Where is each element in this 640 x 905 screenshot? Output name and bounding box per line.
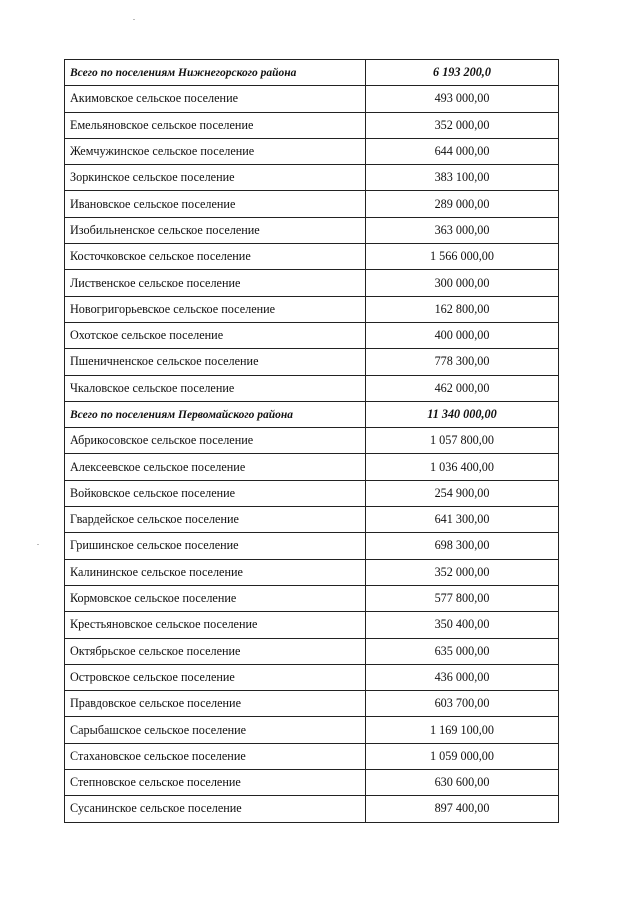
settlement-row bbox=[65, 375, 559, 401]
settlement-row bbox=[65, 612, 559, 638]
settlement-row bbox=[65, 217, 559, 243]
settlement-amount: 300 000,00 bbox=[366, 270, 559, 296]
settlement-amount: 352 000,00 bbox=[366, 559, 559, 585]
settlement-amount: 698 300,00 bbox=[366, 533, 559, 559]
district-total-row bbox=[65, 60, 559, 86]
settlement-amount: 363 000,00 bbox=[366, 217, 559, 243]
settlement-name: Островское сельское поселение bbox=[65, 664, 366, 690]
settlement-name: Сусанинское сельское поселение bbox=[65, 796, 366, 822]
scan-speck bbox=[133, 19, 135, 20]
settlement-row bbox=[65, 796, 559, 822]
settlement-amount: 352 000,00 bbox=[366, 112, 559, 138]
settlement-name: Зоркинское сельское поселение bbox=[65, 165, 366, 191]
settlement-amount: 383 100,00 bbox=[366, 165, 559, 191]
settlement-amount: 162 800,00 bbox=[366, 296, 559, 322]
settlement-amount: 630 600,00 bbox=[366, 770, 559, 796]
settlement-row bbox=[65, 664, 559, 690]
settlement-row bbox=[65, 507, 559, 533]
settlement-row bbox=[65, 717, 559, 743]
settlement-amount: 577 800,00 bbox=[366, 585, 559, 611]
settlement-amount: 350 400,00 bbox=[366, 612, 559, 638]
settlement-amount: 1 036 400,00 bbox=[366, 454, 559, 480]
district-total-amount: 11 340 000,00 bbox=[366, 401, 559, 427]
settlement-amount: 641 300,00 bbox=[366, 507, 559, 533]
settlement-row bbox=[65, 691, 559, 717]
settlement-name: Акимовское сельское поселение bbox=[65, 86, 366, 112]
district-total-row bbox=[65, 401, 559, 427]
settlement-row bbox=[65, 296, 559, 322]
settlement-row bbox=[65, 112, 559, 138]
settlement-name: Алексеевское сельское поселение bbox=[65, 454, 366, 480]
settlements-table-body bbox=[65, 60, 559, 823]
settlement-row bbox=[65, 585, 559, 611]
settlement-name: Жемчужинское сельское поселение bbox=[65, 138, 366, 164]
settlement-name: Новогригорьевское сельское поселение bbox=[65, 296, 366, 322]
settlement-amount: 1 169 100,00 bbox=[366, 717, 559, 743]
settlement-row bbox=[65, 559, 559, 585]
settlement-name: Ивановское сельское поселение bbox=[65, 191, 366, 217]
settlement-amount: 462 000,00 bbox=[366, 375, 559, 401]
district-total-label: Всего по поселениям Нижнегорского района bbox=[65, 60, 366, 86]
settlement-amount: 778 300,00 bbox=[366, 349, 559, 375]
settlement-name: Кормовское сельское поселение bbox=[65, 585, 366, 611]
settlement-row bbox=[65, 138, 559, 164]
settlement-amount: 635 000,00 bbox=[366, 638, 559, 664]
settlement-row bbox=[65, 191, 559, 217]
settlement-name: Правдовское сельское поселение bbox=[65, 691, 366, 717]
settlement-name: Охотское сельское поселение bbox=[65, 322, 366, 348]
settlement-row bbox=[65, 480, 559, 506]
settlement-row bbox=[65, 244, 559, 270]
settlement-amount: 289 000,00 bbox=[366, 191, 559, 217]
settlement-row bbox=[65, 322, 559, 348]
settlement-name: Калининское сельское поселение bbox=[65, 559, 366, 585]
settlement-row bbox=[65, 454, 559, 480]
settlement-name: Абрикосовское сельское поселение bbox=[65, 428, 366, 454]
settlement-amount: 897 400,00 bbox=[366, 796, 559, 822]
settlement-name: Степновское сельское поселение bbox=[65, 770, 366, 796]
settlement-row bbox=[65, 638, 559, 664]
settlement-row bbox=[65, 428, 559, 454]
settlement-amount: 1 059 000,00 bbox=[366, 743, 559, 769]
settlement-name: Лиственское сельское поселение bbox=[65, 270, 366, 296]
settlement-row bbox=[65, 743, 559, 769]
settlement-row bbox=[65, 270, 559, 296]
settlement-amount: 493 000,00 bbox=[366, 86, 559, 112]
settlement-amount: 436 000,00 bbox=[366, 664, 559, 690]
settlement-amount: 603 700,00 bbox=[366, 691, 559, 717]
settlement-name: Стахановское сельское поселение bbox=[65, 743, 366, 769]
settlement-row bbox=[65, 533, 559, 559]
scan-speck bbox=[37, 544, 39, 545]
settlement-name: Гвардейское сельское поселение bbox=[65, 507, 366, 533]
settlement-name: Изобильненское сельское поселение bbox=[65, 217, 366, 243]
settlement-row bbox=[65, 86, 559, 112]
settlement-amount: 644 000,00 bbox=[366, 138, 559, 164]
settlement-row bbox=[65, 349, 559, 375]
settlement-amount: 400 000,00 bbox=[366, 322, 559, 348]
settlement-amount: 1 057 800,00 bbox=[366, 428, 559, 454]
settlement-name: Косточковское сельское поселение bbox=[65, 244, 366, 270]
settlement-name: Чкаловское сельское поселение bbox=[65, 375, 366, 401]
district-total-amount: 6 193 200,0 bbox=[366, 60, 559, 86]
settlement-name: Емельяновское сельское поселение bbox=[65, 112, 366, 138]
settlement-name: Октябрьское сельское поселение bbox=[65, 638, 366, 664]
settlement-row bbox=[65, 165, 559, 191]
settlement-name: Сарыбашское сельское поселение bbox=[65, 717, 366, 743]
district-total-label: Всего по поселениям Первомайского района bbox=[65, 401, 366, 427]
settlement-amount: 1 566 000,00 bbox=[366, 244, 559, 270]
settlement-name: Крестьяновское сельское поселение bbox=[65, 612, 366, 638]
settlement-name: Пшеничненское сельское поселение bbox=[65, 349, 366, 375]
settlement-name: Войковское сельское поселение bbox=[65, 480, 366, 506]
settlement-amount: 254 900,00 bbox=[366, 480, 559, 506]
settlement-row bbox=[65, 770, 559, 796]
settlements-table bbox=[64, 59, 559, 823]
settlement-name: Гришинское сельское поселение bbox=[65, 533, 366, 559]
